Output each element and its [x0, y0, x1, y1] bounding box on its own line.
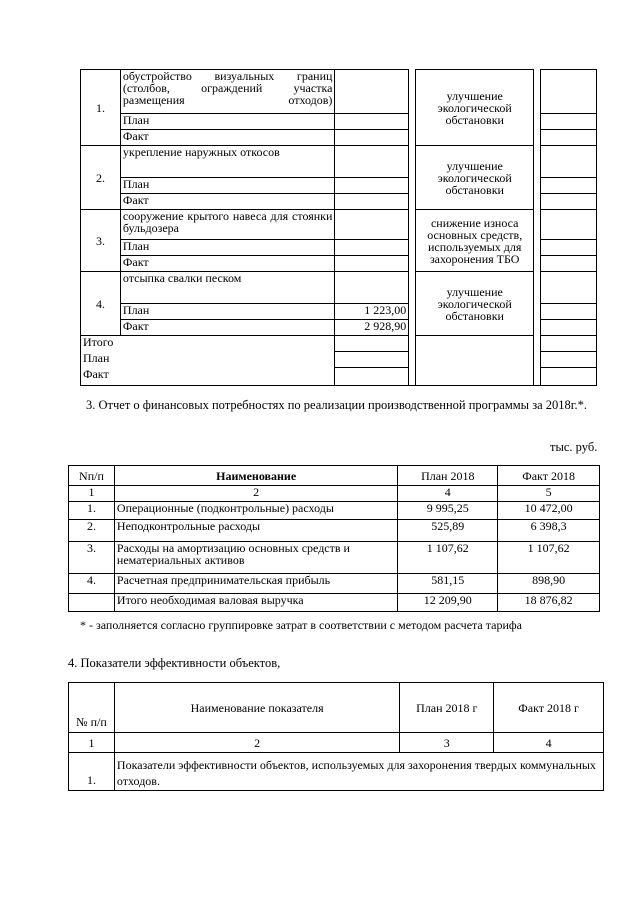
table-row-fact: 898,90 [498, 574, 600, 594]
index-cell: 5 [498, 486, 600, 502]
plan-label: План [120, 178, 335, 194]
table-row-name: Операционные (подконтрольные) расходы [114, 502, 397, 520]
plan-label: План [120, 114, 335, 130]
plan-value: 1 223,00 [335, 304, 409, 320]
plan-value [335, 240, 409, 256]
goal-cell: улучшение экологической обстановки [416, 70, 534, 146]
row-number: 2. [81, 146, 121, 210]
goal-cell: улучшение экологической обстановки [416, 146, 534, 210]
row-number: 1. [81, 70, 121, 146]
row-number: 4. [81, 272, 121, 336]
col-header-name: Наименование показателя [114, 683, 399, 733]
table-row-num [69, 594, 115, 612]
section3-heading: 3. Отчет о финансовых потребностях по реализации производственной программы за 2018г.*. [86, 398, 588, 412]
fact-label: Факт [120, 256, 335, 272]
table-row-name: Расходы на амортизацию основных средств и нематериальных активов [114, 542, 397, 574]
fact-value [335, 194, 409, 210]
total-fact-label: Факт [81, 368, 335, 386]
col-header-plan: План 2018 [398, 466, 498, 486]
footnote: * - заполняется согласно группировке затрат в соответствии с методом расчета тарифа [80, 618, 522, 632]
index-cell: 3 [400, 733, 494, 753]
plan-label: План [120, 240, 335, 256]
index-cell: 4 [494, 733, 604, 753]
total-label: Итого [81, 336, 335, 352]
table-row-fact: 1 107,62 [498, 542, 600, 574]
projects-table [80, 69, 597, 386]
units-label: тыс. руб. [550, 440, 598, 454]
table-row-plan: 1 107,62 [398, 542, 498, 574]
efficiency-table [68, 682, 604, 791]
table-row-fact: 10 472,00 [498, 502, 600, 520]
table-row-num: 2. [69, 520, 115, 542]
project-title: обустройство визуальных границ (столбов, ограждений участка размещения отходов) [120, 70, 335, 114]
plan-value [335, 114, 409, 130]
table-row-num: 4. [69, 574, 115, 594]
value-cell [335, 70, 409, 114]
index-cell: 1 [69, 733, 115, 753]
fact-value: 2 928,90 [335, 320, 409, 336]
plan-label: План [120, 304, 335, 320]
goal-cell: снижение износа основных средств, используемых для захоронения ТБО [416, 210, 534, 272]
table-row-num: 3. [69, 542, 115, 574]
table-row-plan: 12 209,90 [398, 594, 498, 612]
plan-value [335, 178, 409, 194]
fact-value [335, 256, 409, 272]
table-row-num: 1. [69, 502, 115, 520]
table-row-fact: 6 398,3 [498, 520, 600, 542]
fact-label: Факт [120, 194, 335, 210]
goal-cell: улучшение экологической обстановки [416, 272, 534, 336]
table-row-name: Показатели эффективности объектов, используемых для захоронения твердых коммунальных отходов. [114, 753, 603, 791]
table-row-name: Неподконтрольные расходы [114, 520, 397, 542]
table-row-plan: 581,15 [398, 574, 498, 594]
financial-table [68, 465, 600, 612]
table-row-name: Расчетная предпринимательская прибыль [114, 574, 397, 594]
section4-heading: 4. Показатели эффективности объектов, [68, 656, 281, 670]
row-number: 3. [81, 210, 121, 272]
table-row-num: 1. [69, 753, 115, 791]
col-header-num: Nп/п [69, 466, 115, 486]
project-title: сооружение крытого навеса для стоянки бульдозера [120, 210, 335, 240]
index-cell: 4 [398, 486, 498, 502]
fact-value [335, 130, 409, 146]
index-cell: 1 [69, 486, 115, 502]
col-header-name: Наименование [114, 466, 397, 486]
index-cell: 2 [114, 733, 399, 753]
col-header-fact: Факт 2018 [498, 466, 600, 486]
project-title: укрепление наружных откосов [120, 146, 335, 178]
table-row-fact: 18 876,82 [498, 594, 600, 612]
project-title: отсыпка свалки песком [120, 272, 335, 304]
table-row-plan: 525,89 [398, 520, 498, 542]
table-row-plan: 9 995,25 [398, 502, 498, 520]
col-header-num: № п/п [69, 683, 115, 733]
col-header-plan: План 2018 г [400, 683, 494, 733]
col-header-fact: Факт 2018 г [494, 683, 604, 733]
index-cell: 2 [114, 486, 397, 502]
total-plan-label: План [81, 352, 335, 368]
table-row-name: Итого необходимая валовая выручка [114, 594, 397, 612]
fact-label: Факт [120, 130, 335, 146]
fact-label: Факт [120, 320, 335, 336]
